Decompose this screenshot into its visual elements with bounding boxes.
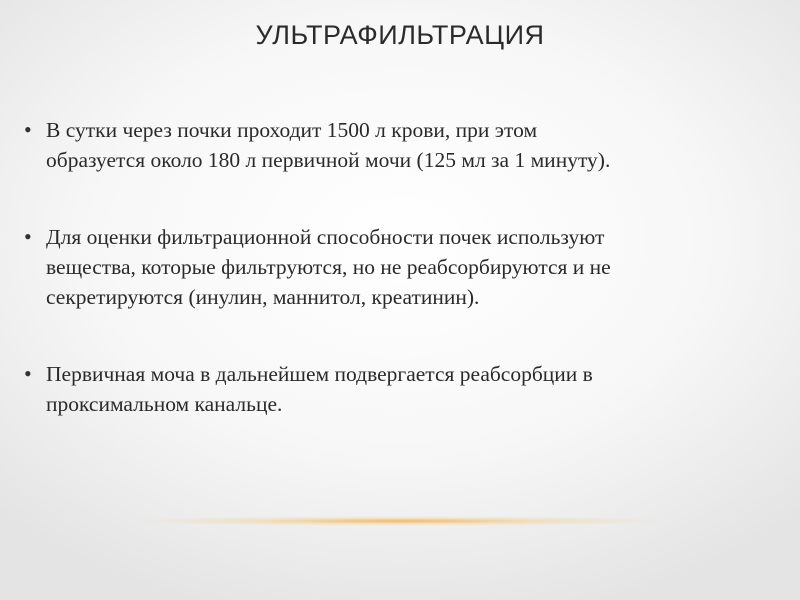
bullet-icon: •: [24, 117, 32, 142]
bullet-line: секретируются (инулин, маннитол, креатинин).: [46, 285, 480, 309]
list-item: [24, 359, 754, 419]
bullet-list: [24, 115, 754, 466]
slide-title: УЛЬТРАФИЛЬТРАЦИЯ: [255, 20, 545, 50]
list-item: [24, 115, 754, 175]
bullet-line: вещества, которые фильтруются, но не реабсорбируются и не: [46, 255, 611, 279]
decorative-glow-line: [130, 516, 670, 526]
bullet-line: В сутки через почки проходит 1500 л крови, при этом: [46, 118, 538, 142]
bullet-line: образуется около 180 л первичной мочи (125 мл за 1 минуту).: [46, 148, 611, 172]
list-item: [24, 222, 754, 312]
bullet-line: проксимальном канальце.: [46, 392, 283, 416]
bullet-icon: •: [24, 361, 32, 386]
bullet-icon: •: [24, 224, 32, 249]
bullet-line: Первичная моча в дальнейшем подвергается реабсорбции в: [46, 362, 593, 386]
bullet-line: Для оценки фильтрационной способности почек используют: [46, 225, 605, 249]
